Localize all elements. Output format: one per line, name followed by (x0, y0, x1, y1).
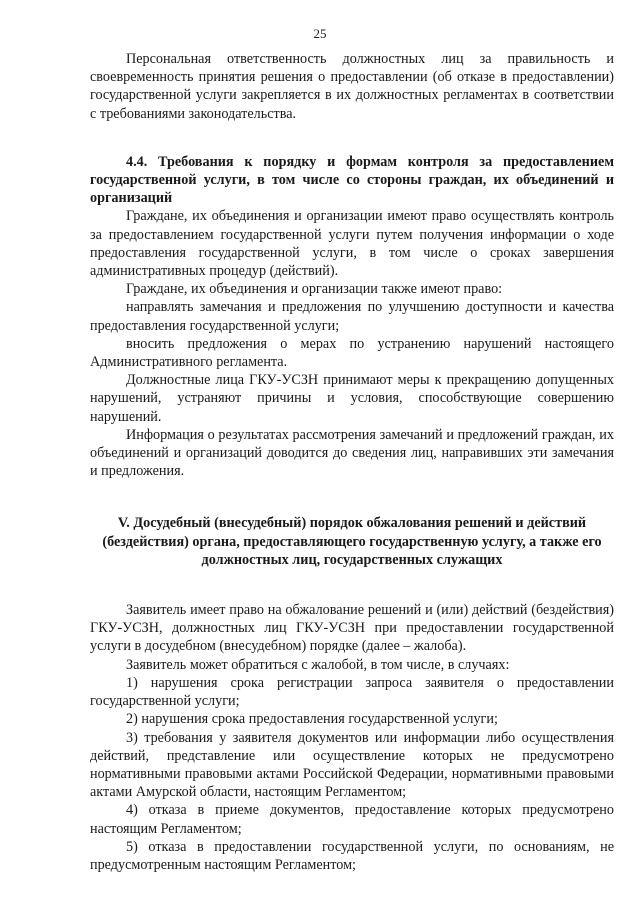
paragraph: направлять замечания и предложения по улучшению доступности и качества предоставления государственной услуги; (90, 299, 614, 334)
paragraph: Граждане, их объединения и организации также имеют право: (126, 281, 503, 298)
list-item: 3) требования у заявителя документов или информации либо осуществления действий, представление или осуществление которых не предусмотрено нормативными правовыми актами Российской Федерации, нормативными правовыми актами Амурской области, настоящим Регламентом; (90, 729, 614, 801)
page-content (90, 50, 614, 874)
list-item: 1) нарушения срока регистрации запроса заявителя о предоставлении государственной услуги; (90, 674, 614, 710)
list-item: 2) нарушения срока предоставления государственной услуги; (126, 711, 498, 728)
paragraph: Должностные лица ГКУ-УСЗН принимают меры к прекращению допущенных нарушений, устраняют причины и условия, способствующие совершению нарушений. (90, 372, 614, 425)
page-number: 25 (313, 26, 327, 41)
paragraph: Заявитель может обратиться с жалобой, в том числе, в случаях: (126, 656, 510, 673)
list-item: 5) отказа в предоставлении государственной услуги, по основаниям, не предусмотренным настоящим Регламентом; (90, 838, 614, 873)
section-heading-5: V. Досудебный (внесудебный) порядок обжалования решений и действий (бездействия) органа, предоставляющего государственную услугу, а также его должностных лиц, государственных служащих (102, 515, 602, 568)
paragraph: вносить предложения о мерах по устранению нарушений настоящего Административного регламента. (90, 335, 614, 371)
paragraph: Персональная ответственность должностных лиц за правильность и своевременность принятия решения о предоставлении (об отказе в предоставлении) государственной услуги закрепляется в их должностных регламентах в соответствии с требованиями законодательства. (90, 51, 614, 122)
section-heading-4-4: 4.4. Требования к порядку и формам контроля за предоставлением государственной услуги, в том числе со стороны граждан, их объединений и организаций (90, 153, 614, 207)
paragraph: Информация о результатах рассмотрения замечаний и предложений граждан, их объединений и организаций доводится до сведения лиц, направивших эти замечания и предложения. (90, 426, 614, 480)
paragraph: Заявитель имеет право на обжалование решений и (или) действий (бездействия) ГКУ-УСЗН, должностных лиц ГКУ-УСЗН при предоставлении государственной услуги в досудебном (внесудебном) порядке (далее – жалоба). (90, 602, 614, 655)
paragraph: Граждане, их объединения и организации имеют право осуществлять контроль за предоставлением государственной услуги путем получения информации о ходе предоставления государственной услуги, в том числе о сроках завершения административных процедур (действий). (90, 208, 614, 280)
list-item: 4) отказа в приеме документов, предоставление которых предусмотрено настоящим Регламентом; (90, 802, 614, 837)
